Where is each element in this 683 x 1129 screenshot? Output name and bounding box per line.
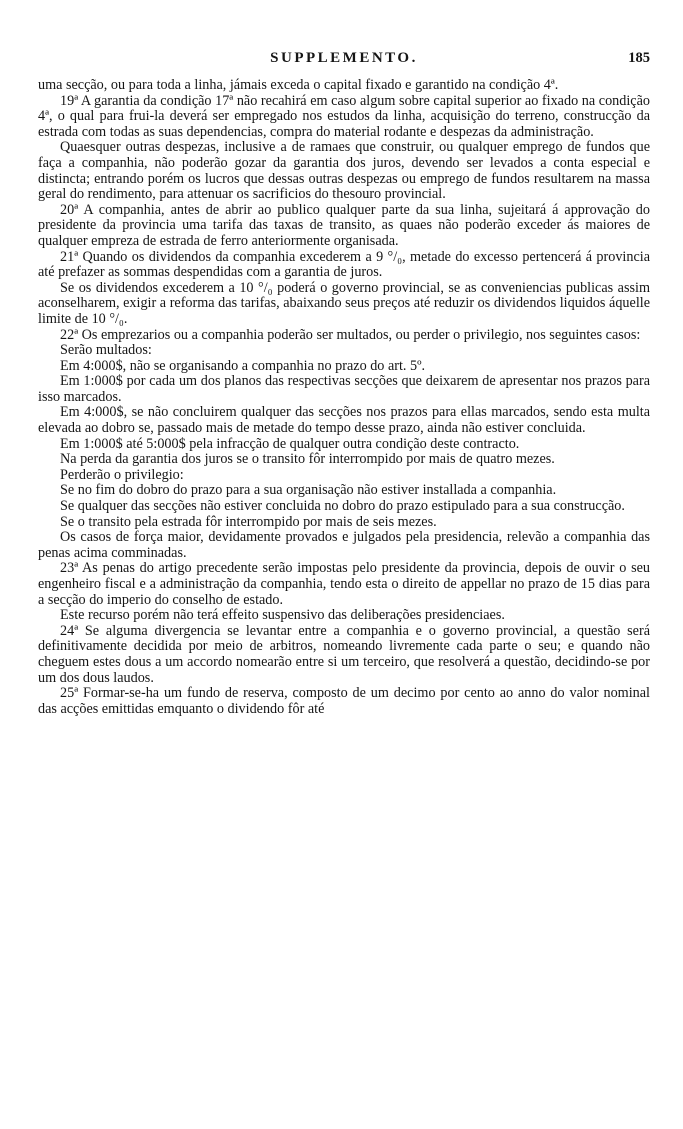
paragraph-article-21: 21ª Quando os dividendos da companhia excederem a 9 °/₀, metade do excesso pertencerá á provincia até prefazer as sommas despendidas com a garantia de juros.: [38, 248, 650, 281]
paragraph-article-24: 24ª Se alguma divergencia se levantar entre a companhia e o governo provincial, a questão será definitivamente decidida por meio de arbitros, nomeando livremente cada parte o seu; e quando não cheguem estes dous a um accordo nomearão entre si um terceiro, que resolverá a questão, decidindo-se por um dos dous laudos.: [38, 622, 650, 686]
page-number: 185: [628, 50, 650, 66]
paragraph-privilege-sections: Se qualquer das secções não estiver concluida no dobro do prazo estipulado para a sua construcção.: [60, 498, 625, 515]
paragraph-continuation: uma secção, ou para toda a linha, jámais exceda o capital fixado e garantido na condição 4ª.: [38, 77, 559, 93]
running-title: SUPPLEMENTO.: [270, 50, 418, 66]
page-header: [38, 50, 650, 78]
paragraph-privilege-heading: Perderão o privilegio:: [60, 466, 184, 483]
paragraph-privilege-transit: Se o transito pela estrada fôr interrompido por mais de seis mezes.: [60, 513, 437, 530]
paragraph-fines-heading: Serão multados:: [60, 342, 152, 359]
paragraph-article-25: 25ª Formar-se-ha um fundo de reserva, composto de um decimo por cento ao anno do valor nominal das acções emittidas emquanto o dividendo fôr até: [38, 685, 650, 717]
paragraph-dividends-10: Se os dividendos excederem a 10 °/₀ poderá o governo provincial, se as conveniencias publicas assim aconselharem, exigir a reforma das tarifas, abaixando seus preços até reduzir os dividendos liquidos áquelle limite de 10 °/₀.: [38, 279, 650, 327]
paragraph-article-19: 19ª A garantia da condição 17ª não recahirá em caso algum sobre capital superior ao fixado na condição 4ª, o qual para frui-la deverá ser empregado nos estudos da linha, acquisição do terreno, construcção da estrada com todas as suas dependencias, compra do material rodante e despezas da administração.: [38, 92, 650, 140]
paragraph-appeal: Este recurso porém não terá effeito suspensivo das deliberações presidenciaes.: [60, 607, 505, 624]
paragraph-other-expenses: Quaesquer outras despezas, inclusive a de ramaes que construir, ou qualquer emprego de fundos que faça a companhia, não poderão gozar da garantia dos juros, devendo ser levados a conta especial e distincta; entrando porém os lucros que dessas outras despezas ou emprego de fundos resultarem na massa geral do rendimento, para attenuar os sacrificios do thesouro provincial.: [38, 139, 650, 203]
paragraph-loss-guarantee: Na perda da garantia dos juros se o transito fôr interrompido por mais de quatro mezes.: [60, 451, 555, 468]
paragraph-article-22: 22ª Os emprezarios ou a companhia poderão ser multados, ou perder o privilegio, nos seguintes casos:: [60, 326, 641, 343]
paragraph-fine-organisation: Em 4:000$, não se organisando a companhia no prazo do art. 5º.: [60, 357, 426, 374]
paragraph-article-23: 23ª As penas do artigo precedente serão impostas pelo presidente da provincia, depois de ouvir o seu engenheiro fiscal e a administração da companhia, tendo esta o direito de appellar no prazo de 15 dias para a secção do imperio do conselho de estado.: [38, 560, 650, 608]
paragraph-fine-sections: Em 4:000$, se não concluirem qualquer das secções nos prazos para ellas marcados, sendo esta multa elevada ao dobro se, passado mais de metade do tempo desse prazo, ainda não estiver concluida.: [38, 404, 650, 437]
paragraph-fine-infraction: Em 1:000$ até 5:000$ pela infracção de qualquer outra condição deste contracto.: [60, 435, 520, 452]
paragraph-fine-plans: Em 1:000$ por cada um dos planos das respectivas secções que deixarem de apresentar nos prazos para isso marcados.: [38, 373, 650, 405]
document-page: [38, 50, 650, 717]
paragraph-force-majeure: Os casos de força maior, devidamente provados e julgados pela presidencia, relevão a companhia das penas acima comminadas.: [38, 529, 650, 561]
paragraph-article-20: 20ª A companhia, antes de abrir ao publico qualquer parte da sua linha, sujeitará á approvação do presidente da provincia uma tarifa das taxas de transito, as quaes não poderão exceder ás maiores de qualquer empreza de estrada de ferro anteriormente organisada.: [38, 201, 650, 249]
paragraph-privilege-installation: Se no fim do dobro do prazo para a sua organisação não estiver installada a companhia.: [60, 482, 557, 499]
body-text: [38, 78, 650, 717]
